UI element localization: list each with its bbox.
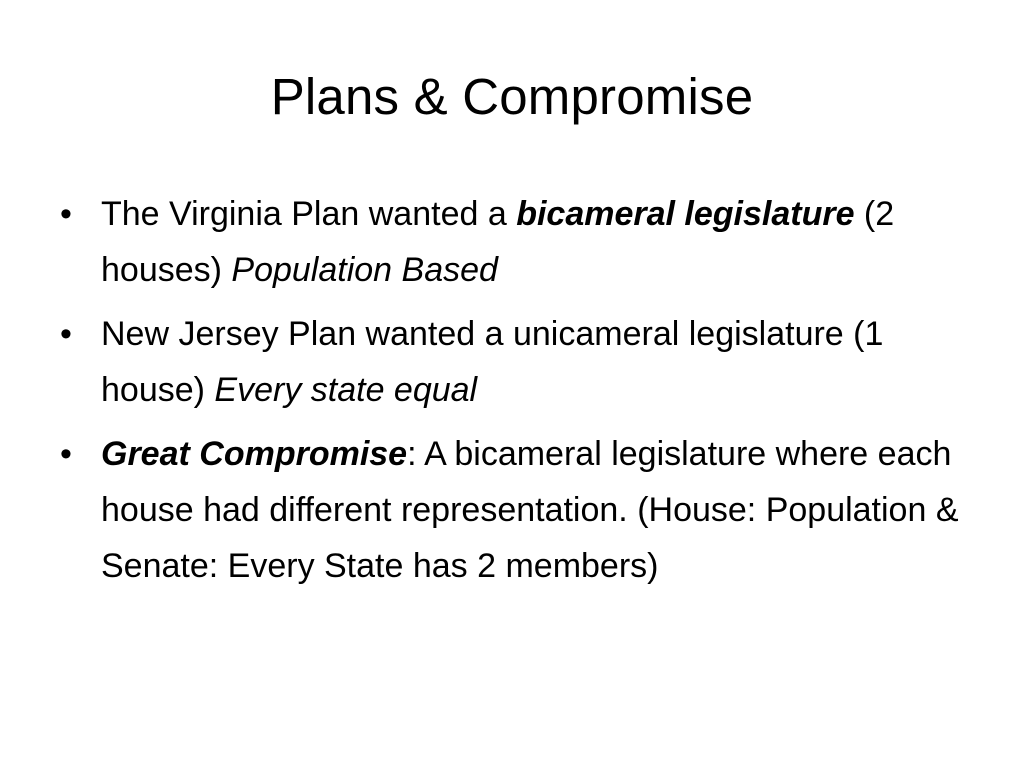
slide-title: Plans & Compromise bbox=[270, 68, 754, 125]
bullet-list bbox=[60, 186, 960, 602]
bullet-dot-icon: • bbox=[60, 435, 72, 473]
bullet-item-virginia-plan bbox=[60, 186, 960, 298]
bullet-text: The Virginia Plan wanted a bbox=[101, 195, 517, 233]
basis-note: Population Based bbox=[231, 251, 498, 289]
bullet-text: New Jersey Plan wanted a unicameral legislature (1 house) bbox=[101, 315, 884, 409]
emphasis-term: Great Compromise bbox=[101, 435, 408, 473]
bullet-dot-icon: • bbox=[60, 195, 72, 233]
bullet-text: : A bicameral legislature where each house had different representation. (House: Population & Senate: Every State has 2 members) bbox=[101, 435, 959, 585]
basis-note: Every state equal bbox=[214, 371, 478, 409]
bullet-text: (2 houses) bbox=[101, 195, 895, 289]
bullet-item-great-compromise bbox=[60, 426, 960, 594]
emphasis-term: bicameral legislature bbox=[516, 195, 855, 233]
bullet-item-new-jersey-plan bbox=[60, 306, 960, 418]
bullet-dot-icon: • bbox=[60, 315, 72, 353]
